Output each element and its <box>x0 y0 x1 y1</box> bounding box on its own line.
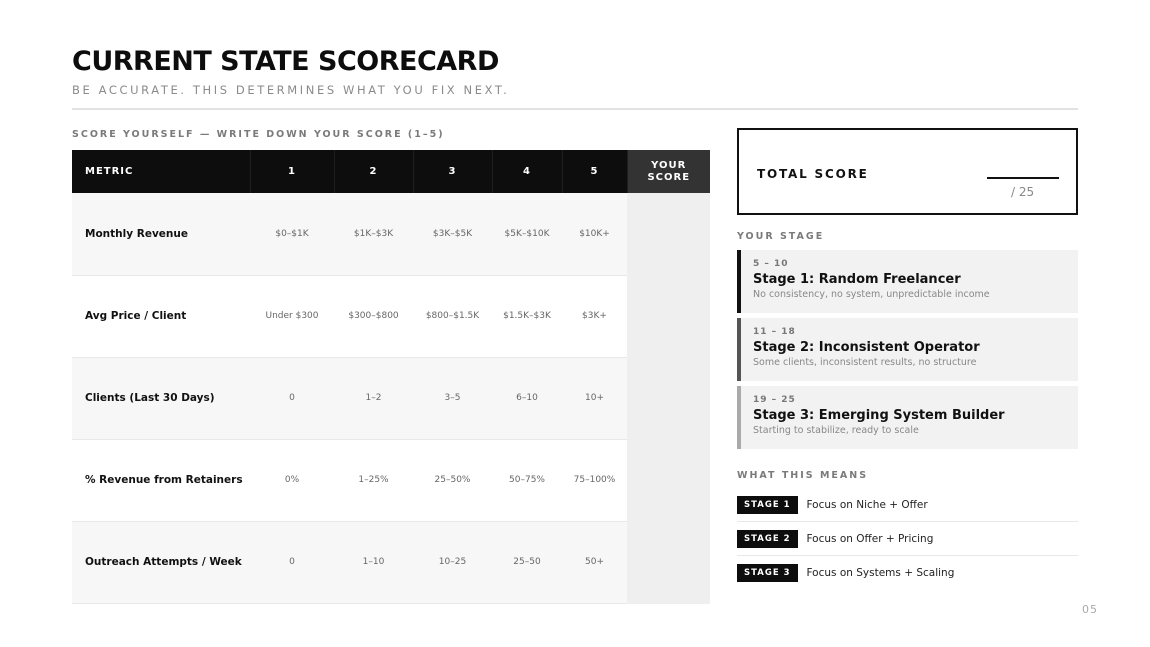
column-header-score-4: 4 <box>492 150 562 193</box>
score-instruction: SCORE YOURSELF — WRITE DOWN YOUR SCORE (1–5) <box>72 129 445 140</box>
table-row <box>72 193 710 275</box>
total-score-input-line[interactable] <box>987 177 1059 179</box>
metric-name: % Revenue from Retainers <box>72 439 250 521</box>
column-header-metric: METRIC <box>72 150 250 193</box>
what-this-means-label: WHAT THIS MEANS <box>737 470 869 481</box>
column-header-your-score <box>627 150 710 193</box>
column-header-score-5: 5 <box>562 150 627 193</box>
stage-card-1 <box>737 250 1078 313</box>
your-score-cell[interactable] <box>627 275 710 357</box>
table-row <box>72 439 710 521</box>
stage-card-2 <box>737 318 1078 381</box>
table-header-row <box>72 150 710 193</box>
stage-badge: STAGE 1 <box>737 496 798 514</box>
metric-name: Clients (Last 30 Days) <box>72 357 250 439</box>
total-score-box <box>737 128 1078 215</box>
score-option: 10–25 <box>413 521 492 603</box>
total-score-label: TOTAL SCORE <box>757 167 869 181</box>
header-divider <box>72 108 1078 110</box>
stage-name: Stage 3: Emerging System Builder <box>753 408 1005 423</box>
score-option: 0% <box>250 439 334 521</box>
stage-card-3 <box>737 386 1078 449</box>
score-option: $1.5K–$3K <box>492 275 562 357</box>
means-row-stage-1 <box>737 488 1078 522</box>
score-option: 10+ <box>562 357 627 439</box>
your-score-cell[interactable] <box>627 521 710 603</box>
table-row <box>72 275 710 357</box>
your-score-header-line2: SCORE <box>647 171 691 183</box>
page-subtitle: BE ACCURATE. THIS DETERMINES WHAT YOU FIX NEXT. <box>72 83 510 97</box>
score-option: Under $300 <box>250 275 334 357</box>
score-option: $300–$800 <box>334 275 413 357</box>
score-option: $800–$1.5K <box>413 275 492 357</box>
column-header-score-2: 2 <box>334 150 413 193</box>
stage-badge: STAGE 3 <box>737 564 798 582</box>
score-option: $3K+ <box>562 275 627 357</box>
means-text: Focus on Systems + Scaling <box>806 567 955 579</box>
means-row-stage-3 <box>737 556 1078 590</box>
page-title: CURRENT STATE SCORECARD <box>72 46 499 77</box>
stage-name: Stage 1: Random Freelancer <box>753 272 961 287</box>
score-option: $0–$1K <box>250 193 334 275</box>
score-option: 25–50% <box>413 439 492 521</box>
column-header-score-3: 3 <box>413 150 492 193</box>
stage-badge: STAGE 2 <box>737 530 798 548</box>
your-score-cell[interactable] <box>627 193 710 275</box>
means-text: Focus on Niche + Offer <box>806 498 928 511</box>
stage-description: Starting to stabilize, ready to scale <box>753 425 919 436</box>
total-score-out-of: / 25 <box>1011 185 1035 199</box>
score-option: $3K–$5K <box>413 193 492 275</box>
your-score-header-line1: YOUR <box>651 159 687 171</box>
metric-name: Outreach Attempts / Week <box>72 521 250 603</box>
means-text: Focus on Offer + Pricing <box>806 532 934 545</box>
score-option: 0 <box>250 521 334 603</box>
score-option: 1–10 <box>334 521 413 603</box>
score-option: 3–5 <box>413 357 492 439</box>
means-row-stage-2 <box>737 522 1078 556</box>
score-option: 50–75% <box>492 439 562 521</box>
score-option: 1–25% <box>334 439 413 521</box>
score-option: $1K–$3K <box>334 193 413 275</box>
score-option: 75–100% <box>562 439 627 521</box>
table-row <box>72 357 710 439</box>
score-option: 6–10 <box>492 357 562 439</box>
table-row <box>72 521 710 603</box>
stage-range: 19 – 25 <box>753 395 796 405</box>
score-option: 0 <box>250 357 334 439</box>
stage-name: Stage 2: Inconsistent Operator <box>753 340 980 355</box>
page-number: 05 <box>1082 603 1098 616</box>
metric-name: Avg Price / Client <box>72 275 250 357</box>
your-score-cell[interactable] <box>627 439 710 521</box>
stage-range: 11 – 18 <box>753 327 796 337</box>
your-stage-label: YOUR STAGE <box>737 231 825 242</box>
stage-description: No consistency, no system, unpredictable income <box>753 289 990 300</box>
score-option: $10K+ <box>562 193 627 275</box>
your-score-cell[interactable] <box>627 357 710 439</box>
score-option: 25–50 <box>492 521 562 603</box>
score-option: 1–2 <box>334 357 413 439</box>
stage-range: 5 – 10 <box>753 259 789 269</box>
scorecard-table <box>72 150 710 604</box>
metric-name: Monthly Revenue <box>72 193 250 275</box>
score-option: 50+ <box>562 521 627 603</box>
column-header-score-1: 1 <box>250 150 334 193</box>
stage-description: Some clients, inconsistent results, no structure <box>753 357 977 368</box>
score-option: $5K–$10K <box>492 193 562 275</box>
